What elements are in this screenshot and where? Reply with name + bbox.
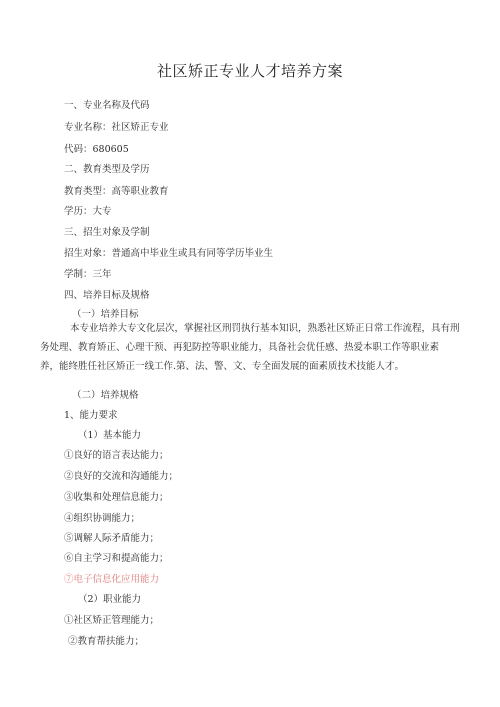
- goal-paragraph-line: 本专业培养大专文化层次，掌握社区刑罚执行基本知识，熟悉社区矫正日常工作流程，具有刑: [70, 323, 460, 334]
- basic-ability-item: ②良好的交流和沟通能力；: [64, 471, 179, 482]
- goal-paragraph-line: 养，能终胜任社区矫正一线工作.第、法、警、文、专全面发展的面素质技术技能人才。: [40, 361, 405, 372]
- professional-ability-heading: （2）职业能力: [78, 594, 142, 605]
- basic-ability-heading: （1）基本能力: [78, 430, 142, 441]
- section-heading-goals: 四、培养目标及规格: [64, 290, 150, 301]
- degree-line: 学历：大专: [64, 206, 112, 217]
- goal-paragraph: [40, 319, 460, 376]
- goal-paragraph-line: 务处理、教育矫正、心理干预、再犯防控等职业能力，具备社会优任感、热爱本职工作等职业素: [40, 342, 440, 353]
- basic-ability-item: ③收集和处理信息能力；: [64, 492, 169, 503]
- basic-ability-item: ④组织协调能力；: [64, 513, 141, 524]
- document-title: 社区矫正专业人才培养方案: [156, 62, 343, 80]
- subsection-heading-spec: （二）培养规格: [72, 390, 139, 401]
- section-heading-education: 二、教育类型及学历: [64, 164, 150, 175]
- section-heading-enrollment: 三、招生对象及学制: [64, 227, 150, 238]
- basic-ability-item: ⑤调解人际矛盾能力；: [64, 533, 160, 544]
- major-code-line: 代码：680605: [64, 144, 129, 155]
- subsection-heading-goal: （一）培养目标: [72, 309, 139, 320]
- major-name-line: 专业名称：社区矫正专业: [64, 122, 169, 133]
- basic-ability-item-highlighted: ⑦电子信息化应用能力: [64, 574, 160, 585]
- ability-heading: 1、能力要求: [64, 410, 118, 421]
- study-length-line: 学制：三年: [64, 269, 112, 280]
- basic-ability-item: ①良好的语言表达能力；: [64, 450, 169, 461]
- enrollment-target-line: 招生对象：普通高中毕业生或具有同等学历毕业生: [64, 248, 274, 259]
- education-type-line: 教育类型：高等职业教育: [64, 186, 169, 197]
- professional-ability-item: ①社区矫正管理能力；: [64, 615, 160, 626]
- basic-ability-item: ⑥自主学习和提高能力；: [64, 553, 169, 564]
- section-heading-major: 一、专业名称及代码: [64, 100, 150, 111]
- professional-ability-item: ②教育帮扶能力；: [68, 636, 145, 647]
